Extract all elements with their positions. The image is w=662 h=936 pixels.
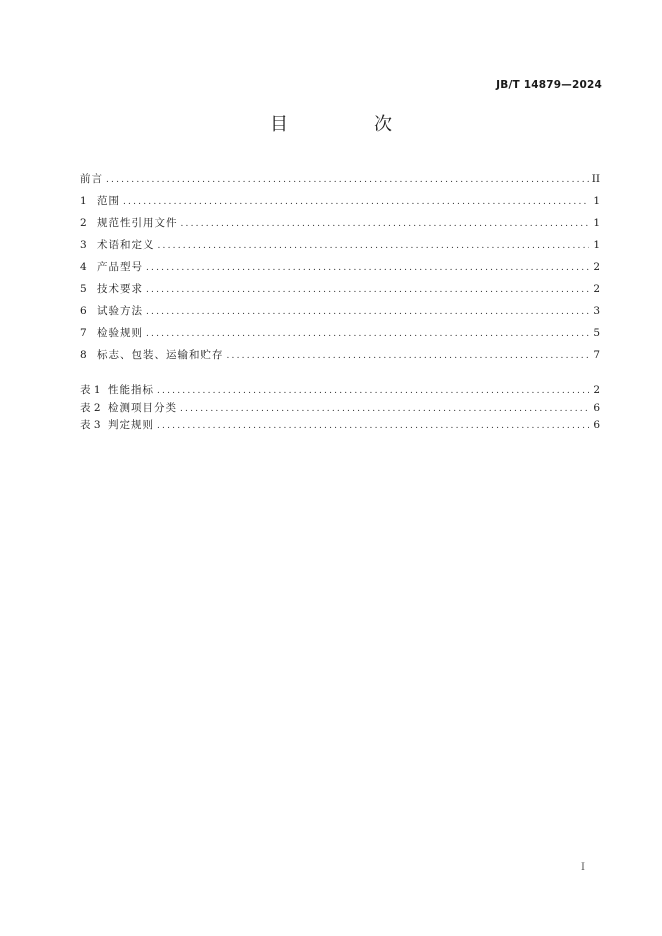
toc-entry-page: II	[591, 173, 600, 185]
toc-entry-label: 试验方法	[97, 305, 143, 317]
dot-leader	[157, 418, 589, 434]
dot-leader	[106, 172, 589, 188]
dot-leader	[180, 401, 589, 417]
toc-entry-number: 7	[80, 327, 87, 339]
toc-entry-page: 3	[593, 305, 600, 317]
toc-entry-number: 4	[80, 261, 87, 273]
toc-entry-number: 5	[80, 283, 87, 295]
table-entry-label: 性能指标	[108, 384, 154, 396]
dot-leader	[123, 194, 589, 210]
toc-entry-requirements[interactable]	[80, 281, 600, 303]
toc-entry-page: 7	[593, 349, 600, 361]
toc-entry-test-methods[interactable]	[80, 303, 600, 325]
toc-entry-label: 标志、包装、运输和贮存	[97, 349, 224, 361]
table-entry-page: 6	[593, 419, 600, 431]
dot-leader	[146, 304, 589, 320]
toc-entry-inspection-rules[interactable]	[80, 325, 600, 347]
table-list	[80, 382, 600, 435]
toc-entry-page: 2	[593, 261, 600, 273]
dot-leader	[157, 383, 589, 399]
page-title: 目 次	[270, 114, 426, 135]
toc-entry-label: 规范性引用文件	[97, 217, 178, 229]
table-entry-label: 判定规则	[108, 419, 154, 431]
toc-entry-label: 技术要求	[97, 283, 143, 295]
toc-entry-marking-packaging[interactable]	[80, 347, 600, 369]
toc-entry-label: 产品型号	[97, 261, 143, 273]
table-entry-judgment[interactable]	[80, 417, 600, 435]
toc-entry-terms[interactable]	[80, 237, 600, 259]
toc-entry-model[interactable]	[80, 259, 600, 281]
table-entry-number: 表 3	[80, 419, 101, 431]
dot-leader	[227, 348, 590, 364]
toc-entry-label: 术语和定义	[97, 239, 155, 251]
toc-entry-normative-references[interactable]	[80, 215, 600, 237]
toc-entry-scope[interactable]	[80, 193, 600, 215]
table-entry-performance[interactable]	[80, 382, 600, 400]
toc-entry-label: 范围	[97, 195, 120, 207]
toc-entry-number: 6	[80, 305, 87, 317]
standard-number: JB/T 14879—2024	[496, 79, 602, 91]
dot-leader	[158, 238, 590, 254]
table-entry-test-items[interactable]	[80, 400, 600, 418]
table-entry-page: 2	[593, 384, 600, 396]
toc-entry-number: 3	[80, 239, 87, 251]
dot-leader	[146, 326, 589, 342]
toc-entry-preface[interactable]	[80, 171, 600, 193]
toc-entry-label: 前言	[80, 173, 103, 185]
dot-leader	[181, 216, 590, 232]
toc-entry-number: 1	[80, 195, 87, 207]
dot-leader	[146, 260, 589, 276]
toc-entry-page: 2	[593, 283, 600, 295]
toc-entry-page: 1	[593, 217, 600, 229]
toc-entry-page: 1	[593, 195, 600, 207]
toc-entry-page: 5	[593, 327, 600, 339]
toc-entry-page: 1	[593, 239, 600, 251]
table-entry-label: 检测项目分类	[108, 401, 177, 414]
table-entry-number: 表 2	[80, 401, 101, 414]
toc-entry-number: 2	[80, 217, 87, 229]
toc-list	[80, 171, 600, 369]
toc-entry-label: 检验规则	[97, 327, 143, 339]
dot-leader	[146, 282, 589, 298]
table-entry-number: 表 1	[80, 384, 101, 396]
table-entry-page: 6	[593, 401, 600, 414]
toc-entry-number: 8	[80, 349, 87, 361]
page-number: I	[581, 862, 585, 873]
